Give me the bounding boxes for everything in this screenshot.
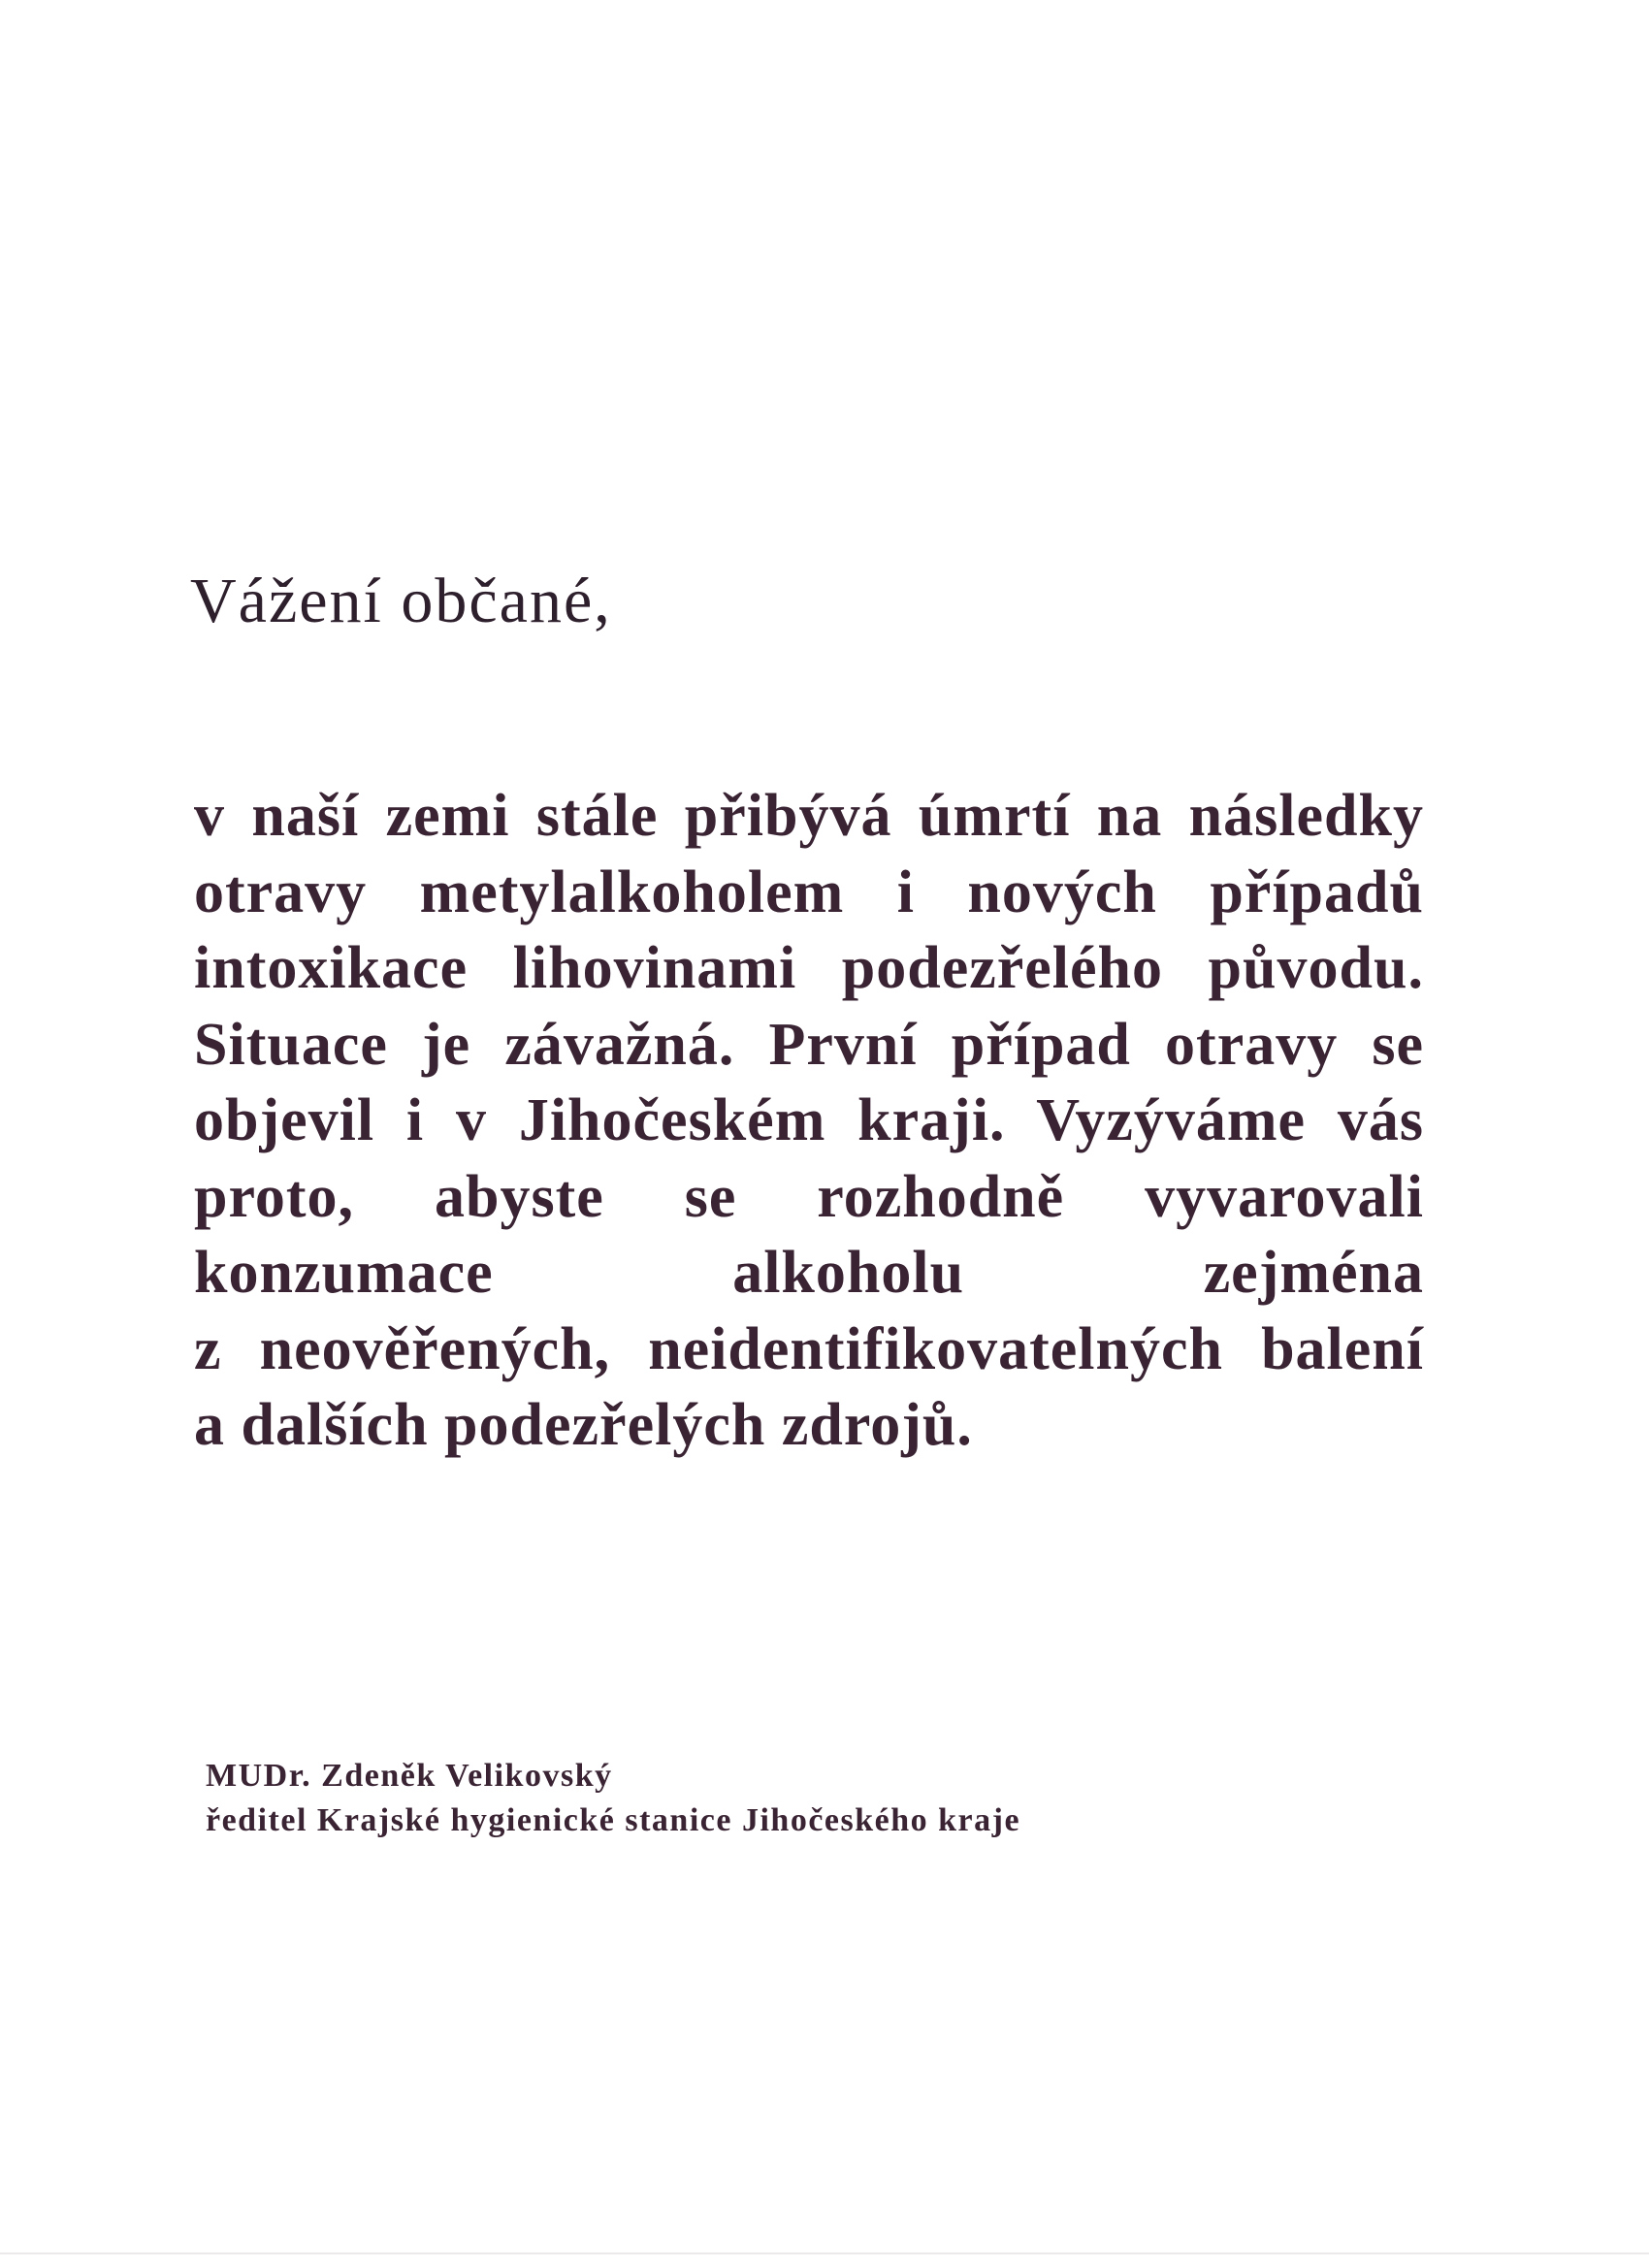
body-line: proto, abyste se rozhodně vyvarovali (194, 1163, 1424, 1230)
body-line: konzumace alkoholu zejména (194, 1240, 1424, 1306)
signature-name: MUDr. Zdeněk Velikovský (206, 1758, 613, 1794)
greeting: Vážení občané, (190, 566, 612, 636)
body-line: a dalších podezřelých zdrojů. (194, 1392, 973, 1458)
body-line: otravy metylalkoholem i nových případů (194, 859, 1424, 925)
body-line: intoxikace lihovinami podezřelého původu. (194, 935, 1424, 1001)
letter-body (194, 778, 1424, 1464)
body-line: z neověřených, neidentifikovatelných balení (194, 1315, 1424, 1382)
body-line: objevil i v Jihočeském kraji. Vyzýváme vás (194, 1087, 1424, 1153)
body-line: Situace je závažná. První případ otravy se (194, 1011, 1424, 1078)
signature-block (206, 1754, 1020, 1843)
signature-title: ředitel Krajské hygienické stanice Jihočeského kraje (206, 1802, 1021, 1838)
scan-edge-line (0, 2252, 1649, 2254)
body-line: v naší zemi stále přibývá úmrtí na následky (194, 783, 1424, 849)
